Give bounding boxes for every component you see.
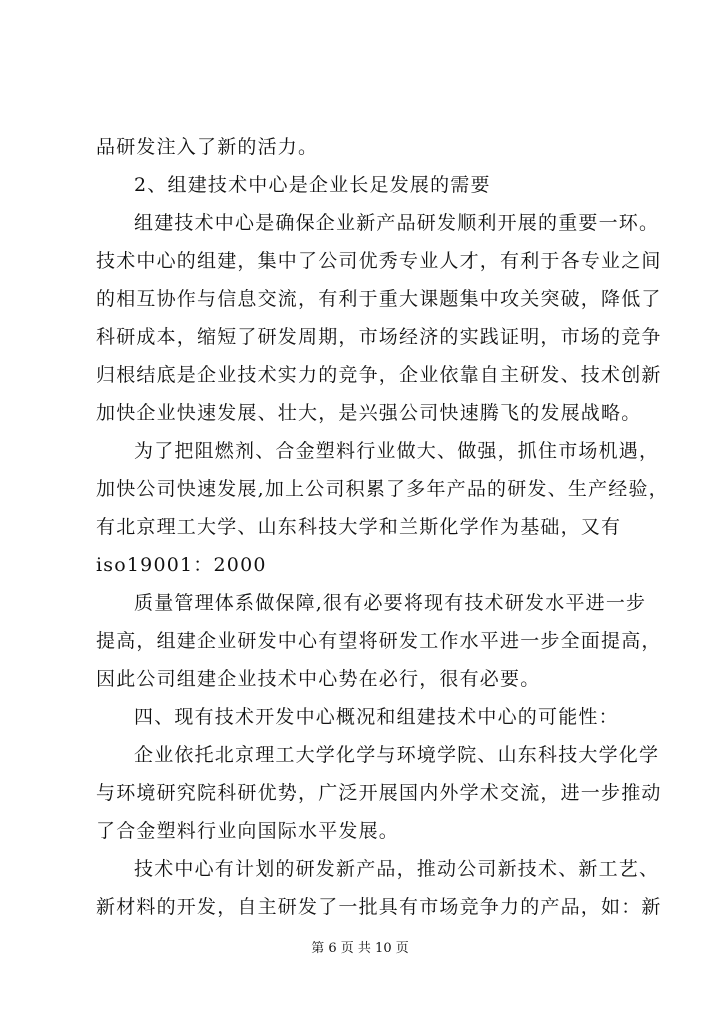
- text-line: 因此公司组建企业技术中心势在必行，很有必要。: [96, 668, 541, 690]
- text-line: iso19001：2000: [96, 554, 267, 576]
- text-line: 企业依托北京理工大学化学与环境学院、山东科技大学化学: [134, 744, 660, 766]
- text-line: 了合金塑料行业向国际水平发展。: [96, 820, 400, 842]
- section-heading: 四、现有技术开发中心概况和组建技术中心的可能性：: [134, 706, 619, 728]
- text-line: 质量管理体系做保障,很有必要将现有技术研发水平进一步: [134, 592, 647, 614]
- text-line: 加快公司快速发展,加上公司积累了多年产品的研发、生产经验，: [96, 478, 669, 500]
- text-line: 科研成本，缩短了研发周期，市场经济的实践证明，市场的竞争: [96, 326, 662, 348]
- text-line: 新材料的开发，自主研发了一批具有市场竞争力的产品，如：新: [96, 896, 662, 918]
- text-line: 组建技术中心是确保企业新产品研发顺利开展的重要一环。: [134, 212, 660, 234]
- text-line: 为了把阻燃剂、合金塑料行业做大、做强，抓住市场机遇，: [134, 440, 660, 462]
- text-line: 2、组建技术中心是企业长足发展的需要: [134, 174, 491, 196]
- text-line: 与环境研究院科研优势，广泛开展国内外学术交流，进一步推动: [96, 782, 662, 804]
- text-line: 技术中心有计划的研发新产品，推动公司新技术、新工艺、: [134, 858, 660, 880]
- text-line: 有北京理工大学、山东科技大学和兰斯化学作为基础，又有: [96, 516, 622, 538]
- text-line: 技术中心的组建，集中了公司优秀专业人才，有利于各专业之间: [96, 250, 662, 272]
- text-line: 归根结底是企业技术实力的竞争，企业依靠自主研发、技术创新: [96, 364, 662, 386]
- page-number-footer: 第 6 页 共 10 页: [311, 941, 409, 956]
- text-line: 的相互协作与信息交流，有利于重大课题集中攻关突破，降低了: [96, 288, 662, 310]
- text-line: 提高，组建企业研发中心有望将研发工作水平进一步全面提高，: [96, 630, 662, 652]
- text-line: 品研发注入了新的活力。: [96, 136, 319, 158]
- text-line: 加快企业快速发展、壮大，是兴强公司快速腾飞的发展战略。: [96, 402, 642, 424]
